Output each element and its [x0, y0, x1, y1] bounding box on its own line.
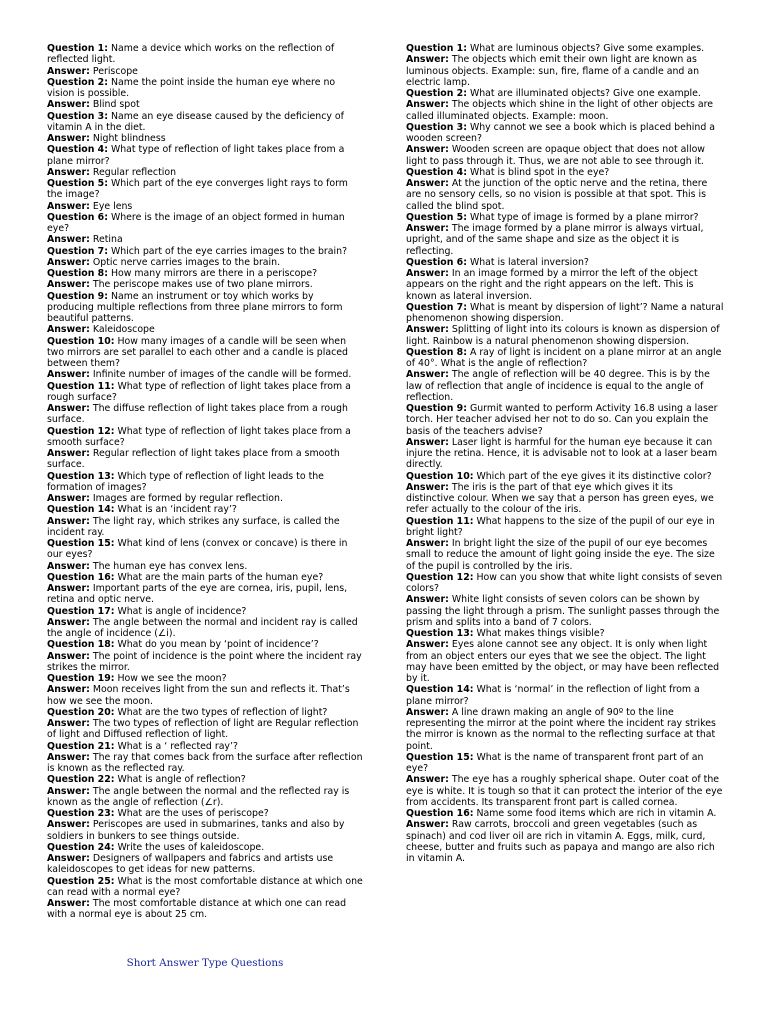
answer-label: Answer: [406, 268, 449, 279]
question [47, 178, 363, 201]
question-label: Question 4: [406, 166, 467, 178]
answer-text: Images are formed by regular reflection. [92, 493, 283, 504]
answer-text: A line drawn making an angle of 90º to the line representing the mirror at the point where the incident ray strikes the mirror is known as the normal to the reflecting surface at that point. [406, 706, 716, 752]
answer [47, 819, 363, 842]
answer [47, 617, 363, 640]
question [406, 257, 724, 268]
question [47, 381, 363, 404]
question-text: Name an eye disease caused by the deficiency of vitamin A in the diet. [47, 110, 344, 133]
answer-text: The most comfortable distance at which one can read with a normal eye is about 25 cm. [47, 898, 347, 921]
question-text: What is angle of reflection? [117, 774, 246, 786]
question [406, 471, 724, 482]
question-text: Which part of the eye gives it its distinctive color? [476, 470, 712, 482]
qa-item [47, 336, 363, 381]
question-label: Question 16: [47, 571, 115, 583]
qa-item [406, 684, 724, 752]
answer-label: Answer: [47, 684, 90, 696]
answer [406, 223, 724, 257]
question [406, 572, 724, 595]
question [47, 774, 363, 785]
answer-label: Answer: [406, 99, 449, 111]
question-label: Question 5: [47, 178, 108, 189]
question-text: What type of reflection of light takes place from a rough surface? [47, 380, 351, 403]
question-text: What are luminous objects? Give some examples. [469, 43, 705, 54]
question-text: Name some food items which are rich in vitamin A. [476, 808, 717, 819]
answer [47, 516, 363, 539]
question [47, 673, 363, 684]
question [47, 291, 363, 325]
answer-text: The angle between the normal and incident ray is called the angle of incidence (∠i). [47, 616, 358, 639]
answer [47, 718, 363, 741]
answer-label: Answer: [47, 616, 90, 628]
question-label: Question 6: [47, 211, 108, 223]
answer-text: The objects which shine in the light of other objects are called illuminated objects. Example: moon. [406, 99, 714, 122]
answer-text: The image formed by a plane mirror is always virtual, upright, and of the same shape and size as the object it is reflecting. [406, 223, 704, 257]
question-text: How many mirrors are there in a periscope? [110, 268, 318, 279]
answer [406, 268, 724, 302]
qa-item [47, 471, 363, 505]
qa-item [47, 707, 363, 741]
answer-label: Answer: [406, 223, 449, 234]
question-label: Question 8: [47, 268, 108, 279]
question-label: Question 14: [47, 504, 115, 516]
answer [47, 493, 363, 504]
question-label: Question 12: [47, 425, 115, 437]
question-label: Question 3: [47, 110, 108, 122]
question [47, 572, 363, 583]
question-text: How we see the moon? [117, 673, 227, 684]
question-text: Why cannot we see a book which is placed behind a wooden screen? [406, 121, 716, 144]
question-label: Question 16: [406, 808, 474, 819]
question-text: What makes things visible? [476, 628, 605, 639]
question-text: What are the uses of periscope? [117, 808, 269, 819]
question-text: What is ‘normal’ in the reflection of light from a plane mirror? [406, 684, 700, 707]
answer-label: Answer: [406, 144, 449, 156]
question-label: Question 4: [47, 144, 108, 156]
answer-label: Answer: [47, 583, 90, 594]
question-label: Question 3: [406, 121, 467, 133]
qa-item [406, 88, 724, 122]
question [47, 504, 363, 515]
question-text: What is lateral inversion? [469, 256, 589, 268]
answer-text: The ray that comes back from the surface after reflection is known as the reflected ray. [47, 751, 363, 774]
answer-text: Infinite number of images of the candle will be formed. [92, 369, 352, 381]
qa-item [406, 43, 724, 88]
question-text: How many images of a candle will be seen when two mirrors are set parallel to each other and a candle is placed between them? [47, 335, 348, 369]
answer-text: White light consists of seven colors can be shown by passing the light through a prism. The sunlight passes through the prism and splits into a band of 7 colors. [406, 594, 720, 628]
answer-text: The periscope makes use of two plane mirrors. [92, 279, 313, 291]
question [47, 808, 363, 819]
question-label: Question 13: [406, 628, 474, 639]
question [406, 808, 724, 819]
answer [47, 651, 363, 674]
question-text: What kind of lens (convex or concave) is there in our eyes? [47, 538, 348, 561]
qa-item [406, 122, 724, 167]
question-text: Name a device which works on the reflection of reflected light. [47, 43, 335, 66]
answer-label: Answer: [47, 133, 90, 144]
qa-item [406, 628, 724, 684]
answer [47, 752, 363, 775]
question-label: Question 20: [47, 706, 115, 718]
qa-item [47, 572, 363, 606]
question-text: How can you show that white light consists of seven colors? [406, 571, 723, 594]
question [47, 538, 363, 561]
question [406, 122, 724, 145]
question-text: Which part of the eye carries images to the brain? [110, 245, 348, 257]
answer-label: Answer: [47, 166, 90, 178]
answer-label: Answer: [47, 403, 90, 414]
question-label: Question 2: [406, 88, 467, 99]
answer-label: Answer: [406, 819, 449, 831]
question-text: What happens to the size of the pupil of our eye in bright light? [406, 515, 715, 538]
question-label: Question 9: [47, 290, 108, 302]
answer-label: Answer: [47, 99, 90, 111]
answer-text: Laser light is harmful for the human eye because it can injure the retina. Hence, it is advisable not to look at a laser beam directly. [406, 436, 718, 471]
answer [406, 437, 724, 471]
answer-label: Answer: [406, 481, 449, 493]
question [406, 347, 724, 370]
question-text: What are the two types of reflection of light? [117, 706, 328, 718]
question-text: Gurmit wanted to perform Activity 16.8 using a laser torch. Her teacher advised her not to do so. Can you explain the basis of the teachers advise? [406, 403, 718, 437]
qa-item [406, 808, 724, 864]
answer-text: Periscope [92, 65, 138, 77]
answer-label: Answer: [406, 178, 449, 189]
answer-label: Answer: [47, 898, 90, 909]
question [47, 43, 363, 66]
answer-label: Answer: [47, 324, 90, 336]
answer-text: The diffuse reflection of light takes place from a rough surface. [47, 403, 348, 426]
answer [47, 369, 363, 380]
answer [406, 774, 724, 808]
answer-text: Optic nerve carries images to the brain. [92, 256, 281, 268]
answer-label: Answer: [47, 718, 90, 729]
answer [47, 403, 363, 426]
answer-text: Designers of wallpapers and fabrics and artists use kaleidoscopes to get ideas for new patterns. [47, 853, 334, 876]
question-label: Question 5: [406, 211, 467, 223]
qa-item [406, 403, 724, 471]
answer-label: Answer: [406, 538, 449, 549]
answer [47, 786, 363, 809]
question-text: Name the point inside the human eye where no vision is possible. [47, 76, 336, 99]
qa-item [47, 673, 363, 707]
question-label: Question 10: [47, 335, 115, 347]
qa-item [47, 291, 363, 336]
answer-text: The iris is the part of that eye which gives it its distinctive colour. When we say that a person has green eyes, we refer actually to the colour of the iris. [406, 481, 714, 516]
answer-text: In bright light the size of the pupil of our eye becomes small to reduce the amount of light going inside the eye. The size of the pupil is controlled by the iris. [406, 538, 715, 572]
question-label: Question 21: [47, 740, 115, 752]
qa-item [406, 471, 724, 516]
question [47, 268, 363, 279]
question [47, 144, 363, 167]
qa-item [47, 842, 363, 876]
qa-item [47, 246, 363, 269]
answer-label: Answer: [406, 774, 449, 786]
question-text: What type of reflection of light takes place from a plane mirror? [47, 144, 345, 167]
answer [406, 54, 724, 88]
section-footer-title: Short Answer Type Questions [126, 957, 284, 969]
answer [406, 538, 724, 572]
question-text: What type of reflection of light takes place from a smooth surface? [47, 425, 351, 448]
answer-text: The light ray, which strikes any surface, is called the incident ray. [47, 515, 340, 538]
qa-item [47, 268, 363, 291]
answer-label: Answer: [406, 54, 449, 66]
question [47, 606, 363, 617]
qa-item [406, 752, 724, 808]
answer [406, 819, 724, 864]
answer-text: In an image formed by a mirror the left of the object appears on the right and the right appears on the left. This is known as lateral inversion. [406, 268, 698, 302]
question-label: Question 12: [406, 571, 474, 583]
question [406, 212, 724, 223]
answer-text: The angle between the normal and the reflected ray is known as the angle of reflection (∠r). [47, 785, 350, 808]
left-column [47, 43, 363, 921]
question-text: Where is the image of an object formed in human eye? [47, 211, 345, 234]
question [47, 876, 363, 899]
answer [47, 583, 363, 606]
qa-item [47, 606, 363, 640]
answer-text: Wooden screen are opaque object that does not allow light to pass through it. Thus, we are not able to see through it. [406, 144, 705, 167]
right-column [406, 43, 724, 864]
answer-label: Answer: [47, 448, 90, 459]
question [406, 684, 724, 707]
qa-item [47, 212, 363, 246]
answer [47, 279, 363, 290]
question-label: Question 15: [47, 538, 115, 549]
answer-text: The human eye has convex lens. [92, 560, 248, 572]
answer [47, 898, 363, 921]
question-label: Question 1: [406, 43, 467, 54]
question-label: Question 7: [47, 245, 108, 257]
question-label: Question 19: [47, 673, 115, 684]
question-label: Question 25: [47, 875, 115, 887]
answer-label: Answer: [47, 853, 90, 864]
question-text: A ray of light is incident on a plane mirror at an angle of 40°. What is the angle of reflection? [406, 346, 722, 369]
qa-item [47, 77, 363, 111]
answer-label: Answer: [47, 279, 90, 291]
answer-text: Regular reflection [92, 166, 177, 178]
qa-item [47, 381, 363, 426]
answer [47, 99, 363, 110]
answer [406, 594, 724, 628]
answer [47, 257, 363, 268]
question-label: Question 13: [47, 470, 115, 482]
answer [47, 684, 363, 707]
question [406, 516, 724, 539]
question-label: Question 24: [47, 841, 115, 853]
question-label: Question 14: [406, 684, 474, 696]
qa-item [406, 257, 724, 302]
answer-label: Answer: [406, 324, 449, 336]
answer [47, 66, 363, 77]
question-label: Question 22: [47, 774, 115, 786]
question [47, 336, 363, 370]
question-text: What is a ‘ reflected ray’? [117, 740, 238, 752]
question [47, 77, 363, 100]
qa-item [47, 178, 363, 212]
question [406, 628, 724, 639]
question [47, 471, 363, 494]
question [406, 88, 724, 99]
question-label: Question 10: [406, 470, 474, 482]
question [406, 167, 724, 178]
qa-item [406, 302, 724, 347]
answer-label: Answer: [47, 751, 90, 763]
qa-item [47, 111, 363, 145]
answer-text: Eyes alone cannot see any object. It is only when light from an object enters our eyes that we see the object. The light may have been emitted by the object, or may have been reflected by it. [406, 639, 720, 684]
answer-label: Answer: [47, 369, 90, 381]
qa-item [406, 167, 724, 212]
qa-item [406, 516, 724, 572]
answer-label: Answer: [406, 369, 449, 381]
answer-text: Raw carrots, broccoli and green vegetables (such as spinach) and cod liver oil are rich in vitamin A. Eggs, milk, curd, cheese, butter and fruits such as papaya and mango are also rich in vitamin A. [406, 819, 715, 864]
answer [406, 144, 724, 167]
answer [406, 707, 724, 752]
question-label: Question 15: [406, 751, 474, 763]
question [47, 707, 363, 718]
question [47, 212, 363, 235]
answer [47, 234, 363, 245]
answer-text: Important parts of the eye are cornea, iris, pupil, lens, retina and optic nerve. [47, 583, 348, 606]
question-text: What is meant by dispersion of light’? Name a natural phenomenon showing dispersion. [406, 301, 724, 324]
question-text: What is blind spot in the eye? [469, 166, 610, 178]
answer-text: Blind spot [92, 99, 140, 111]
question-text: Which type of reflection of light leads to the formation of images? [47, 470, 324, 493]
answer [406, 99, 724, 122]
question-label: Question 7: [406, 301, 467, 313]
question-text: What is the most comfortable distance at which one can read with a normal eye? [47, 875, 363, 898]
answer-text: Regular reflection of light takes place from a smooth surface. [47, 448, 340, 471]
qa-item [47, 43, 363, 77]
question-text: Name an instrument or toy which works by producing multiple reflections from three plane mirrors to form beautiful patterns. [47, 290, 343, 324]
answer-text: The eye has a roughly spherical shape. Outer coat of the eye is white. It is tough so that it can protect the interior of the eye from accidents. Its transparent front part is called cornea. [406, 774, 723, 808]
answer-label: Answer: [47, 493, 90, 504]
question-text: Which part of the eye converges light rays to form the image? [47, 178, 348, 201]
answer-label: Answer: [406, 706, 449, 718]
answer-text: The angle of reflection will be 40 degree. This is by the law of reflection that angle of incidence is equal to the angle of reflection. [406, 369, 710, 403]
answer [47, 561, 363, 572]
question-label: Question 11: [47, 380, 115, 392]
answer [47, 201, 363, 212]
answer-label: Answer: [47, 560, 90, 572]
question-text: What are the main parts of the human eye? [117, 571, 324, 583]
question-label: Question 23: [47, 808, 115, 819]
answer-text: At the junction of the optic nerve and the retina, there are no sensory cells, so no vision is possible at that spot. This is called the blind spot. [406, 178, 708, 212]
answer-text: The two types of reflection of light are Regular reflection of light and Diffused reflection of light. [47, 718, 359, 741]
question-label: Question 9: [406, 403, 467, 414]
qa-item [47, 144, 363, 178]
answer [406, 178, 724, 212]
answer [406, 639, 724, 684]
answer [406, 369, 724, 403]
question [406, 403, 724, 437]
answer-label: Answer: [47, 256, 90, 268]
answer-label: Answer: [406, 594, 449, 606]
question-label: Question 8: [406, 346, 467, 358]
answer-label: Answer: [47, 65, 90, 77]
question [406, 752, 724, 775]
qa-item [47, 639, 363, 673]
qa-item [47, 808, 363, 842]
qa-item [47, 774, 363, 808]
answer-text: Moon receives light from the sun and reflects it. That’s how we see the moon. [47, 684, 350, 707]
question-text: What type of image is formed by a plane mirror? [469, 211, 699, 223]
answer [47, 133, 363, 144]
question-text: Write the uses of kaleidoscope. [117, 841, 265, 853]
answer-label: Answer: [406, 436, 449, 448]
question [406, 302, 724, 325]
question [47, 426, 363, 449]
question-text: What is angle of incidence? [117, 605, 247, 617]
answer-text: Retina [92, 234, 123, 246]
answer-label: Answer: [406, 639, 449, 651]
answer [406, 482, 724, 516]
answer-text: Periscopes are used in submarines, tanks and also by soldiers in bunkers to see things outside. [47, 819, 345, 842]
qa-item [47, 876, 363, 921]
answer [47, 853, 363, 876]
answer-text: Eye lens [92, 200, 133, 212]
answer [47, 324, 363, 335]
answer-label: Answer: [47, 200, 90, 212]
answer [406, 324, 724, 347]
qa-item [406, 347, 724, 403]
question-label: Question 11: [406, 515, 474, 527]
qa-item [406, 572, 724, 628]
qa-item [47, 538, 363, 572]
qa-item [47, 741, 363, 775]
question-label: Question 17: [47, 605, 115, 617]
qa-item [47, 504, 363, 538]
answer [47, 448, 363, 471]
question [47, 842, 363, 853]
question [47, 741, 363, 752]
question-text: What is the name of transparent front part of an eye? [406, 751, 704, 774]
answer-label: Answer: [47, 819, 90, 831]
question [406, 43, 724, 54]
question-label: Question 6: [406, 256, 467, 268]
answer-text: Kaleidoscope [92, 324, 155, 336]
answer-text: The objects which emit their own light are known as luminous objects. Example: sun, fire, flame of a candle and an electric lamp. [406, 54, 700, 88]
answer-label: Answer: [47, 515, 90, 527]
question [47, 111, 363, 134]
question-text: What is an ‘incident ray’? [117, 504, 237, 516]
answer-label: Answer: [47, 650, 90, 662]
question-label: Question 1: [47, 43, 108, 54]
question-label: Question 2: [47, 76, 108, 88]
answer-text: The point of incidence is the point where the incident ray strikes the mirror. [47, 650, 362, 673]
question-text: What do you mean by ‘point of incidence’? [117, 639, 319, 651]
qa-item [47, 426, 363, 471]
question [47, 246, 363, 257]
question [47, 639, 363, 650]
answer-text: Night blindness [92, 133, 166, 144]
answer-label: Answer: [47, 234, 90, 246]
qa-item [406, 212, 724, 257]
question-text: What are illuminated objects? Give one example. [469, 88, 701, 99]
question-label: Question 18: [47, 639, 115, 651]
answer-text: Splitting of light into its colours is known as dispersion of light. Rainbow is a natural phenomenon showing dispersion. [406, 324, 720, 347]
answer-label: Answer: [47, 785, 90, 797]
answer [47, 167, 363, 178]
